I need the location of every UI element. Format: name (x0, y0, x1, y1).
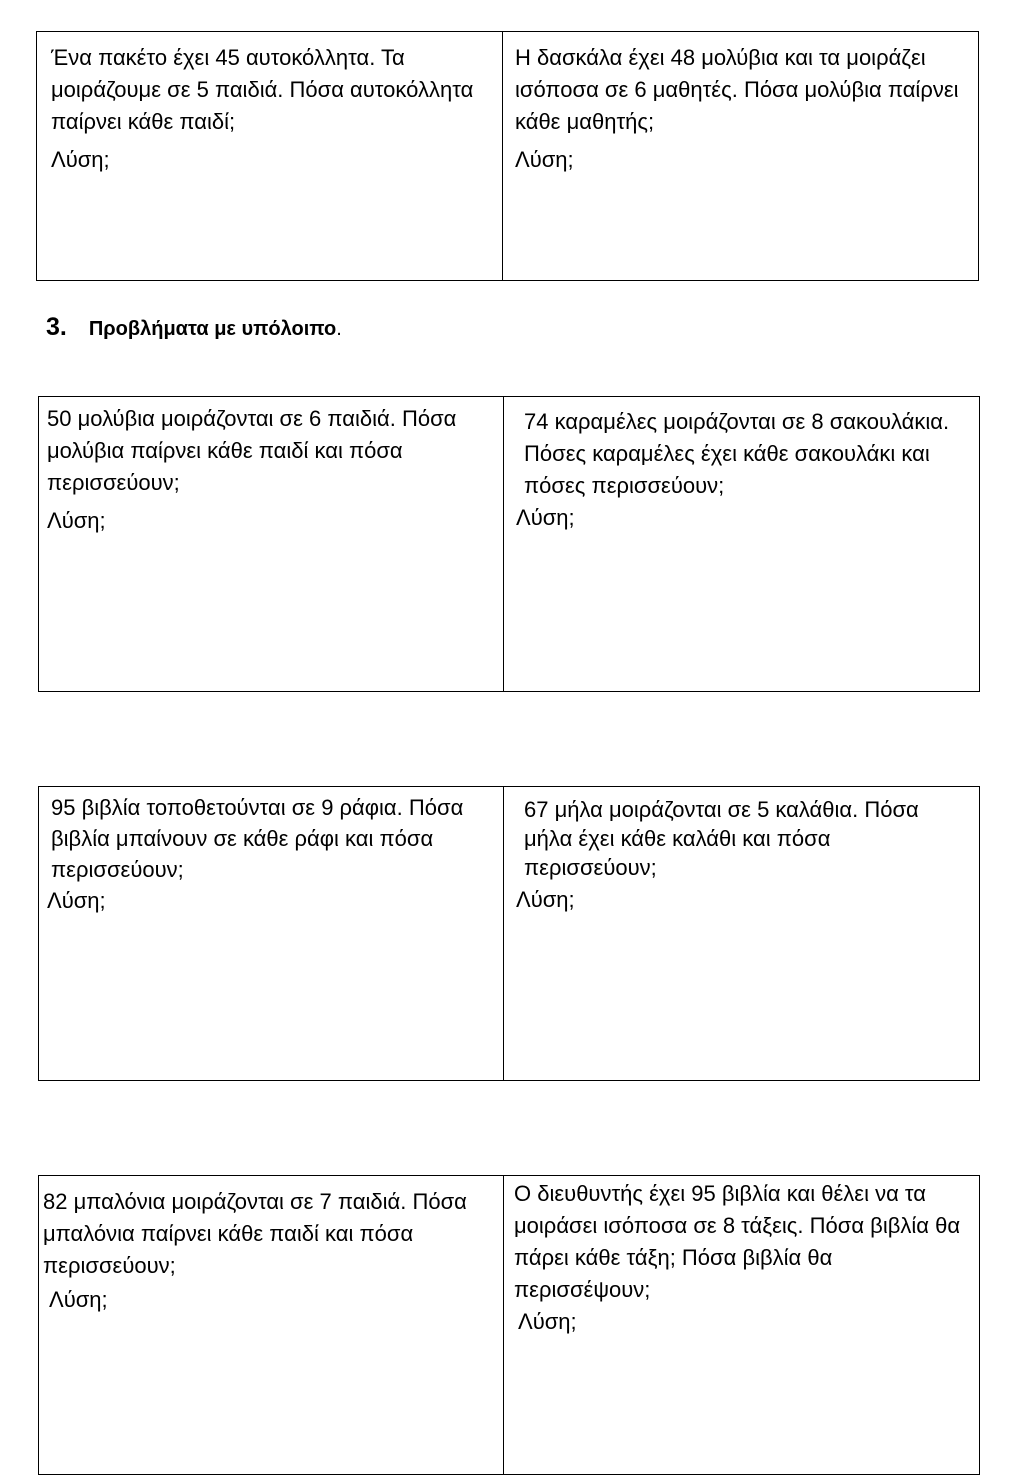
problem-table-4 (38, 1175, 980, 1475)
problem-table-1 (36, 31, 979, 281)
solution-label: Λύση; (51, 147, 110, 172)
solution-label: Λύση; (47, 888, 106, 913)
problem-question: 67 μήλα μοιράζονται σε 5 καλάθια. Πόσα μήλα έχει κάθε καλάθι και πόσα περισσεύουν; (524, 797, 919, 880)
problem-cell (503, 787, 979, 1080)
problem-question: 95 βιβλία τοποθετούνται σε 9 ράφια. Πόσα βιβλία μπαίνουν σε κάθε ράφι και πόσα περισσεύουν; (51, 795, 464, 882)
problem-cell (502, 32, 978, 280)
section-title-suffix: . (336, 318, 342, 340)
problem-cell (503, 1176, 979, 1474)
problem-cell (39, 787, 503, 1080)
problem-question: Ο διευθυντής έχει 95 βιβλία και θέλει να τα μοιράσει ισόποσα σε 8 τάξεις. Πόσα βιβλία θα πάρει κάθε τάξη; Πόσα βιβλία θα περισσέψουν; (514, 1181, 961, 1302)
problem-cell (39, 1176, 503, 1474)
problem-cell (37, 32, 502, 280)
section-title: Προβλήματα με υπόλοιπο (88, 318, 337, 340)
solution-label: Λύση; (516, 887, 575, 912)
solution-label: Λύση; (518, 1309, 577, 1334)
problem-question: Ένα πακέτο έχει 45 αυτοκόλλητα. Τα μοιράζουμε σε 5 παιδιά. Πόσα αυτοκόλλητα παίρνει κάθε παιδί; (51, 45, 474, 134)
problem-cell (39, 397, 503, 691)
problem-question: 50 μολύβια μοιράζονται σε 6 παιδιά. Πόσα μολύβια παίρνει κάθε παιδί και πόσα περισσεύουν; (47, 406, 457, 495)
problem-table-2 (38, 396, 980, 692)
problem-table-3 (38, 786, 980, 1081)
problem-question: 82 μπαλόνια μοιράζονται σε 7 παιδιά. Πόσα μπαλόνια παίρνει κάθε παιδί και πόσα περισσεύουν; (43, 1189, 467, 1278)
section-heading (46, 313, 342, 342)
problem-question: Η δασκάλα έχει 48 μολύβια και τα μοιράζει ισόποσα σε 6 μαθητές. Πόσα μολύβια παίρνει κάθε μαθητής; (515, 45, 959, 134)
solution-label: Λύση; (516, 505, 575, 530)
solution-label: Λύση; (49, 1287, 108, 1312)
problem-question: 74 καραμέλες μοιράζονται σε 8 σακουλάκια. Πόσες καραμέλες έχει κάθε σακουλάκι και πόσες περισσεύουν; (524, 409, 950, 498)
problem-cell (503, 397, 979, 691)
solution-label: Λύση; (515, 147, 574, 172)
solution-label: Λύση; (47, 508, 106, 533)
section-number: 3. (46, 313, 67, 341)
